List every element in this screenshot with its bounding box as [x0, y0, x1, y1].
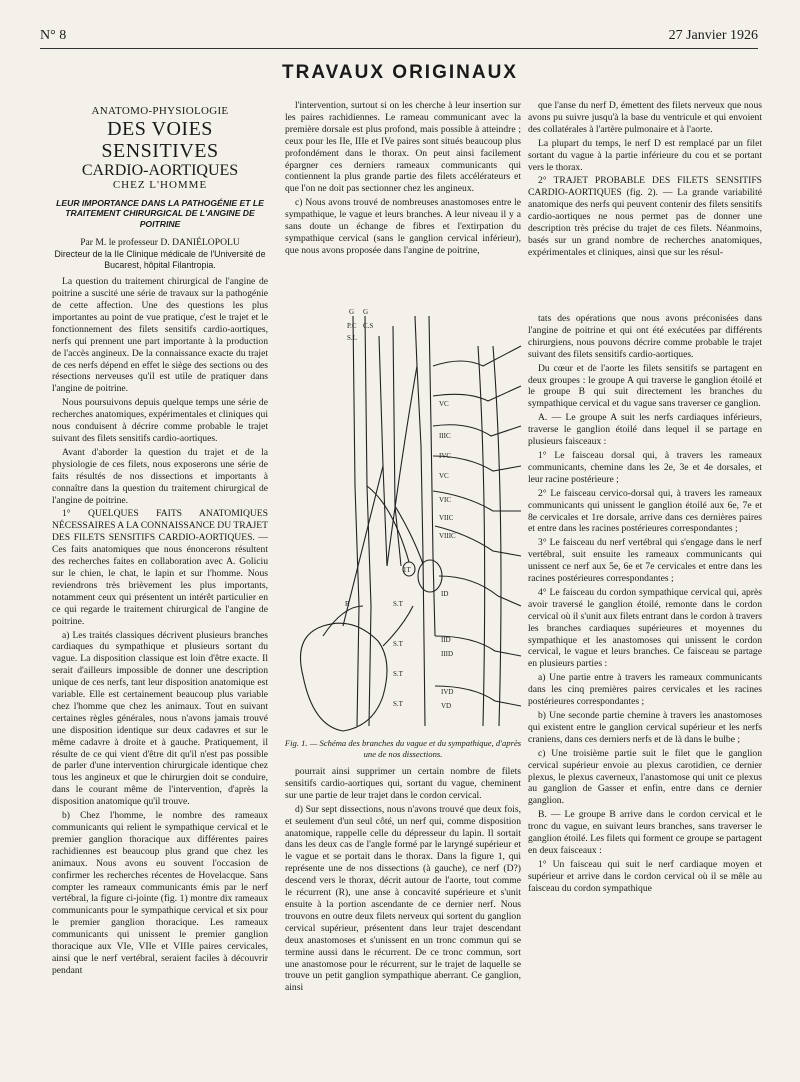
figure-label: IIIC	[439, 432, 451, 440]
paragraph: Du cœur et de l'aorte les filets sensitifs se partagent en deux groupes : le groupe A qui traverse le ganglion étoilé et le groupe B qui suit directement les branches du sympathique cervical et du vague sans traverser ce ganglion.	[528, 362, 762, 410]
figure-label: IIID	[441, 650, 454, 658]
paragraph: 1° Un faisceau qui suit le nerf cardiaque moyen et supérieur et arrive dans le cordon cervical où il se mêle au faisceau du cordon sympathique	[528, 858, 762, 894]
figure-label: S.L	[347, 334, 357, 342]
article-kicker: ANATOMO-PHYSIOLOGIE	[91, 105, 229, 117]
figure-label: S.T	[393, 600, 403, 608]
article-subtitle: LEUR IMPORTANCE DANS LA PATHOGÉNIE ET LE TRAITEMENT CHIRURGICAL DE L'ANGINE DE POITRINE	[56, 197, 264, 229]
column-1	[52, 100, 268, 979]
figure-1-diagram	[283, 306, 523, 736]
paragraph: 1° Le faisceau dorsal qui, à travers les rameaux communicants, chemine dans les 2e, 3e et 4e dorsales, et leur racine postérieure ;	[528, 449, 762, 485]
figure-label: S.T	[393, 670, 403, 678]
paragraph: Avant d'aborder la question du trajet et de la physiologie de ces filets, nous exposerons une série de faits résultés de nos dissections et importants à connaître dans la question du traitement chirurgical de l'angine de poitrine.	[52, 446, 268, 506]
column-1-body	[52, 276, 268, 977]
figure-label: IVD	[441, 688, 454, 696]
paragraph: 3° Le faisceau du nerf vertébral qui s'engage dans le nerf vertébral, suit ensuite les rameaux communicants qui unissent ce nerf aux 5e, 6e et 7e cervicales et entre dans les racines postérieures correspondantes ;	[528, 537, 762, 585]
article-title-line2: CARDIO-AORTIQUES	[81, 161, 239, 179]
paragraph: que l'anse du nerf D, émettent des filets nerveux que nous avons pu suivre jusqu'à la base du ventricule et qui envoient des collatérales à l'artère pulmonaire et à l'aorte.	[528, 100, 762, 135]
paragraph: c) Nous avons trouvé de nombreuses anastomoses entre le sympathique, le vague et leurs branches. A leur niveau il y a sans doute un échange de fibres et l'extirpation du sympathique cervical (sans le ganglion cervical inférieur), que nous avons proposée dans l'angine de poitrine,	[285, 197, 521, 256]
figure-label: G	[349, 308, 355, 316]
paragraph: b) Chez l'homme, le nombre des rameaux communicants qui relient le sympathique cervical et le premier ganglion thoracique aux différentes paires rachidiennes est beaucoup plus grand que chez les animaux. Nous avons eu souvent l'occasion de confirmer les recherches récentes de Hovelacque. Sans compter les rameaux communicants émis par le nerf vertébral, la figure ci-jointe (fig. 1) montre dix rameaux communicants pour le sympathique cervical et six pour le premier ganglion thoracique. Les rameaux communicants qui unissent le premier ganglion thoracique aux VIe, VIIe et VIIIe paires cervicales, ainsi que le nerf vertébral, seraient faciles à découvrir pendant	[52, 810, 268, 976]
paragraph: a) Les traités classiques décrivent plusieurs branches cardiaques du sympathique et plusieurs sortant du vague. La disposition classique est loin d'être exacte. Il serait d'ailleurs impossible de donner une description unique de ces nerfs, tant leur disposition anatomique est variable. Elle est certainement beaucoup plus variable chez l'homme que chez les animaux. Tout en suivant certaines règles générales, nous n'avons jamais trouvé une disposition identique sur deux cadavres et sur le même cadavre à droite et à gauche. Pratiquement, il résulte de ce qui vient d'être dit qu'il n'est pas possible de parler d'une intervention chirurgicale identique chez tous les angineux et que le chirurgien doit se conduire, dans le courant même de l'intervention, d'après la disposition anatomique qu'il trouve.	[52, 629, 268, 808]
figure-label: IVC	[439, 452, 452, 460]
paragraph: l'intervention, surtout si on les cherche à leur insertion sur les paires rachidiennes. Le rameau communicant avec la première dorsale est plus profond, mais possible à atteindre ; ceux pour les IIe, IIIe et IVe paires sont situés beaucoup plus profondément dans le thorax. On peut ainsi facilement épargner ces derniers rameaux communicants qui contiennent la plus grande partie des filets accélérateurs et que l'on ne doit pas sectionner chez les angineux.	[285, 100, 521, 195]
issue-date: 27 Janvier 1926	[668, 28, 758, 43]
paragraph: d) Sur sept dissections, nous n'avons trouvé que deux fois, et seulement d'un seul côté, un nerf qui, comme disposition anatomique, rappelle celle du dépresseur du lapin. Il sortait dans les deux cas de l'angle formé par le laryngé supérieur et le vague et se portait dans le thorax. Dans la figure 1, qui représente une de nos dissections (à gauche), ce nerf (D?) descend vers le thorax, décrit autour de l'aorte, tout comme le récurrent (R), une anse à concavité supérieure et s'unit ensuite à la portion ascendante de ce dernier nerf. Nous trouvons en outre deux filets nerveux qui sortent du ganglion cervical supérieur, présentent dans leur trajet descendant deux anastomoses et s'unissent en un tronc commun qui se termine aussi dans le récurrent. De ce tronc commun, sort une anastomose pour le récurrent, sur le trajet de laquelle se trouve un petit ganglion sympathique aberrant. Ce ganglion, ainsi	[285, 803, 521, 994]
figure-label: R	[345, 600, 350, 608]
paragraph: La question du traitement chirurgical de l'angine de poitrine a suscité une série de travaux sur la pathogénie de cette affection. Une des questions les plus importantes au point de vue pratique, c'est le trajet et le fonctionnement des filets sensitifs cardio-aortiques, nerfs qui prennent une part importante à la production de l'accès angineux. De la connaissance exacte du trajet de ces nerfs dépend en effet le siège des sections ou des résections nerveuses qu'il est utile de pratiquer dans l'angine de poitrine.	[52, 276, 268, 395]
paragraph: a) Une partie entre à travers les rameaux communicants dans les cinq premières paires cervicales et les racines postérieures correspondantes ;	[528, 672, 762, 708]
figure-label: G	[363, 308, 369, 316]
article-author: Par M. le professeur D. DANIÉLOPOLU	[80, 237, 240, 249]
figure-label: P.C	[347, 322, 357, 330]
paragraph: 2° TRAJET PROBABLE DES FILETS SENSITIFS CARDIO-AORTIQUES (fig. 2). — La grande variabilité anatomique des nerfs qui peuvent contenir des filets sensitifs cardio-aortiques ne nous permet pas de donner une description très précise du trajet de ces filets. Néanmoins, basés sur un grand nombre de recherches anatomiques, expérimentales et cliniques, ainsi que sur les résul-	[528, 175, 762, 258]
article-affiliation: Directeur de la IIe Clinique médicale de l'Université de Bucarest, hôpital Filantropia.	[54, 249, 266, 270]
figure-label: VC	[439, 400, 449, 408]
figure-label: VIIIC	[439, 532, 456, 540]
article-title-line1: DES VOIES SENSITIVES	[101, 117, 219, 162]
figure-label: VIC	[439, 496, 452, 504]
section-title: TRAVAUX ORIGINAUX	[282, 62, 518, 83]
paragraph: La plupart du temps, le nerf D est remplacé par un filet sortant du vague à la partie inférieure du cou et se portant vers le thorax.	[528, 137, 762, 173]
figure-caption: Fig. 1. — Schéma des branches du vague et du sympathique, d'après une de nos dissections.	[284, 738, 522, 759]
column-2-bottom	[285, 766, 521, 996]
column-2-top	[285, 100, 521, 259]
paragraph: A. — Le groupe A suit les nerfs cardiaques inférieurs, traverse le ganglion étoilé dans lequel il se partage en plusieurs faisceaux :	[528, 412, 762, 448]
figure-label: S.T	[393, 640, 403, 648]
page-header	[40, 28, 758, 48]
paragraph: c) Une troisième partie suit le filet que le ganglion cervical supérieur envoie au plexus carotidien, ce dernier plexus, le plexus caverneux, l'anastomose qui unit ce plexus au ganglion de Gasser et enfin, entre dans ce dernier ganglion.	[528, 747, 762, 807]
figure-label: VIIC	[439, 514, 454, 522]
figure-label: 1T	[403, 566, 411, 574]
paragraph: b) Une seconde partie chemine à travers les anastomoses qui existent entre le ganglion cervical supérieur et les nerfs craniens, dans ces derniers nerfs et de là dans le bulbe ;	[528, 710, 762, 745]
paragraph: 2° Le faisceau cervico-dorsal qui, à travers les rameaux communicants qui unissent le ganglion étoilé aux 6e, 7e et 8e cervicales et 1re dorsale, arrive dans ces dernières paires et entre dans les racines postérieures correspondantes ;	[528, 487, 762, 535]
column-3-top	[528, 100, 762, 261]
header-rule	[40, 48, 758, 49]
figure-label: ID	[441, 590, 449, 598]
figure-label: S.T	[393, 700, 403, 708]
article-title-block	[52, 106, 268, 270]
paragraph: Nous poursuivons depuis quelque temps une série de recherches anatomiques, expérimentales et cliniques qui nous conduisent à décrire comme probable le trajet suivant des filets sensitifs cardio-aortiques.	[52, 397, 268, 444]
paragraph: tats des opérations que nous avons préconisées dans l'angine de poitrine et qui ont été exécutées par différents chirurgiens, nous pouvons décrire comme probable le trajet suivant des filets sensitifs cardio-aortiques.	[528, 313, 762, 360]
paragraph: 1° QUELQUES FAITS ANATOMIQUES NÉCESSAIRES A LA CONNAISSANCE DU TRAJET DES FILETS SENSITIFS CARDIO-AORTIQUES. — Ces faits anatomiques que nous énoncerons résultent des recherches faites en collaboration avec A. Goliciu sur le chien, le chat, le lapin et sur l'homme. Nous reviendrons très brièvement les plus importants, notamment ceux qui présentent un intérêt particulier en ce qui regarde le traitement chirurgical de l'angine de poitrine.	[52, 508, 268, 627]
paragraph: 4° Le faisceau du cordon sympathique cervical qui, après avoir traversé le ganglion étoilé, remonte dans le cordon cervical où il s'unit aux filets entrant dans le cordon à travers les branches cardiaques supérieures et moyennes du sympathique et les anastomoses qui unissent le cordon cervical, le vague et leurs branches. Ce faisceau se partage en plusieurs parties :	[528, 586, 762, 670]
paragraph: B. — Le groupe B arrive dans le cordon cervical et le tronc du vague, en suivant leurs branches, sans traverser le ganglion étoilé. Les filets qui forment ce groupe se partagent en deux faisceaux :	[528, 809, 762, 856]
column-3-bottom	[528, 313, 762, 897]
issue-number: N° 8	[40, 28, 67, 43]
figure-label: VC	[439, 472, 449, 480]
figure-label: IID	[441, 636, 451, 644]
paragraph: pourrait ainsi supprimer un certain nombre de filets sensitifs cardio-aortiques qui, sortant du vague, cheminent sur une partie de leur trajet dans le cordon cervical.	[285, 766, 521, 801]
figure-label: C.S	[363, 322, 374, 330]
article-title-line3: CHEZ L'HOMME	[112, 178, 208, 191]
figure-label: VD	[441, 702, 452, 710]
